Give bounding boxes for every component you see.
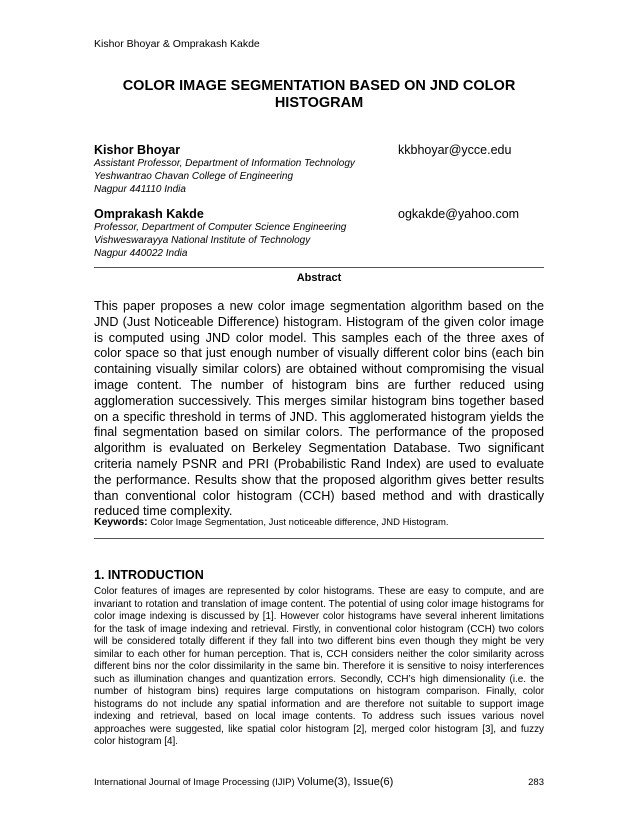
divider-bottom bbox=[94, 538, 544, 539]
footer-journal-name: International Journal of Image Processing (IJIP) bbox=[94, 777, 298, 788]
author-affiliation-1 bbox=[94, 157, 355, 196]
author-name-2: Omprakash Kakde bbox=[94, 207, 204, 221]
affiliation-line: Assistant Professor, Department of Information Technology bbox=[94, 158, 355, 169]
keywords-text: Color Image Segmentation, Just noticeable difference, JND Histogram. bbox=[147, 517, 449, 528]
author-email-1: kkbhoyar@ycce.edu bbox=[398, 143, 512, 157]
keywords-label: Keywords: bbox=[94, 516, 148, 528]
section-heading-introduction: 1. INTRODUCTION bbox=[94, 568, 204, 582]
abstract-heading: Abstract bbox=[296, 272, 342, 284]
author-name-1: Kishor Bhoyar bbox=[94, 143, 181, 157]
keywords bbox=[94, 516, 544, 528]
author-email-2: ogkakde@yahoo.com bbox=[398, 207, 520, 221]
divider-top bbox=[94, 267, 544, 268]
footer-journal bbox=[94, 776, 393, 788]
author-affiliation-2 bbox=[94, 221, 346, 260]
affiliation-line: Nagpur 440022 India bbox=[94, 248, 188, 259]
introduction-text: Color features of images are represented by color histograms. These are easy to compute, and are invariant to rotation and translation of image content. The potential of using color image histograms for color image indexing is discussed by [1]. However color histograms have several inherent limitations for the task of image indexing and retrieval. Firstly, in conventional color histogram (CCH) two colors will be considered totally different if they fall into two different bins even though they might be very similar to each other for human perception. That is, CCH considers neither the color similarity across different bins nor the color dissimilarity in the same bin. Therefore it is sensitive to noisy interferences such as illumination changes and quantization errors. Secondly, CCH’s high dimensionality (i.e. the number of histogram bins) requires large computations on histogram comparison. Finally, color histograms do not include any spatial information and are therefore not suitable to support image indexing and retrieval, based on local image contents. To address such issues various novel approaches were suggested, like spatial color histogram [2], merged color histogram [3], and fuzzy color histogram [4]. bbox=[94, 586, 544, 747]
affiliation-line: Vishweswarayya National Institute of Technology bbox=[94, 235, 311, 246]
affiliation-line: Professor, Department of Computer Science Engineering bbox=[94, 222, 347, 233]
affiliation-line: Yeshwantrao Chavan College of Engineering bbox=[94, 171, 294, 182]
footer-volume: Volume(3), Issue(6) bbox=[297, 776, 394, 788]
paper-title: COLOR IMAGE SEGMENTATION BASED ON JND COLOR HISTOGRAM bbox=[122, 78, 516, 111]
running-head: Kishor Bhoyar & Omprakash Kakde bbox=[94, 38, 260, 50]
abstract-text: This paper proposes a new color image segmentation algorithm based on the JND (Just Noticeable Difference) histogram. Histogram of the given color image is computed using JND color model. This samples each of the three axes of color space so that just enough number of visually different color bins (each bin containing visually similar colors) are obtained without compromising the visual image content. The number of histogram bins are further reduced using agglomeration successively. This merges similar histogram bins together based on a specific threshold in terms of JND. This agglomerated histogram yields the final segmentation based on similar colors. The performance of the proposed algorithm is evaluated on Berkeley Segmentation Database. Two significant criteria namely PSNR and PRI (Probabilistic Rand Index) are used to evaluate the performance. Results show that the proposed algorithm gives better results than conventional color histogram (CCH) based method and with drastically reduced time complexity. bbox=[94, 299, 544, 519]
affiliation-line: Nagpur 441110 India bbox=[94, 184, 186, 195]
page-number: 283 bbox=[528, 777, 544, 788]
